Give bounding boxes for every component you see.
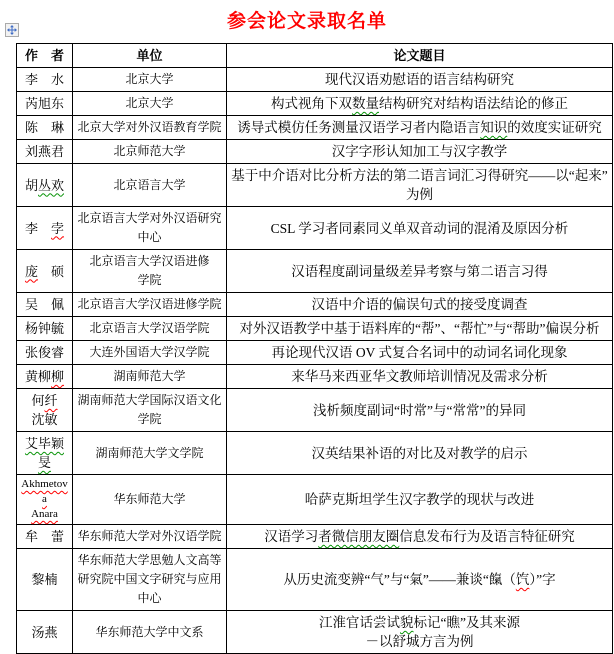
- unit-cell: 北京语言大学: [73, 164, 227, 207]
- paper-title-cell: 汉语程度副词量级差异考察与第二语言习得: [227, 250, 613, 293]
- author-cell: 黄柳柳: [17, 365, 73, 389]
- table-row: [17, 365, 613, 389]
- unit-cell: 湖南师范大学国际汉语文化 学院: [73, 389, 227, 432]
- author-cell: 张俊睿: [17, 341, 73, 365]
- paper-title-cell: 构式视角下双数量结构研究对结构语法结论的修正: [227, 92, 613, 116]
- table-row: [17, 140, 613, 164]
- table-row: [17, 432, 613, 475]
- unit-cell: 北京语言大学汉语进修学院: [73, 293, 227, 317]
- document-page: [0, 6, 614, 649]
- header-paper-title: 论文题目: [227, 44, 613, 68]
- table-row: [17, 92, 613, 116]
- author-cell: 胡丛欢: [17, 164, 73, 207]
- paper-title-cell: 汉语学习者微信朋友圈信息发布行为及语言特征研究: [227, 525, 613, 549]
- table-header-row: [17, 44, 613, 68]
- unit-cell: 华东师范大学: [73, 475, 227, 525]
- paper-title-cell: 从历史流变辨“气”与“氣”——兼谈“餼（饩）”字: [227, 549, 613, 611]
- author-cell: 李 孛: [17, 207, 73, 250]
- table-move-handle[interactable]: [5, 23, 19, 37]
- table-row: [17, 341, 613, 365]
- paper-title-cell: 诱导式模仿任务测量汉语学习者内隐语言知识的效度实证研究: [227, 116, 613, 140]
- paper-title-cell: CSL 学习者同素同义单双音动词的混淆及原因分析: [227, 207, 613, 250]
- table-row: [17, 250, 613, 293]
- paper-title-cell: 基于中介语对比分析方法的第二语言词汇习得研究——以“起来”为例: [227, 164, 613, 207]
- unit-cell: 北京大学: [73, 68, 227, 92]
- author-cell: 汤燕: [17, 611, 73, 654]
- paper-title-cell: 现代汉语劝慰语的语言结构研究: [227, 68, 613, 92]
- page-title: 参会论文录取名单: [226, 11, 387, 32]
- table-row: [17, 611, 613, 654]
- paper-title-cell: 对外汉语教学中基于语料库的“帮”、“帮忙”与“帮助”偏误分析: [227, 317, 613, 341]
- author-cell: 艾毕颖旻: [17, 432, 73, 475]
- unit-cell: 华东师范大学中文系: [73, 611, 227, 654]
- author-cell: 何纤 沈敏: [17, 389, 73, 432]
- unit-cell: 华东师范大学思勉人文高等 研究院中国文字研究与应用 中心: [73, 549, 227, 611]
- table-row: [17, 207, 613, 250]
- table-row: [17, 475, 613, 525]
- author-cell: 陈 琳: [17, 116, 73, 140]
- header-unit: 单位: [73, 44, 227, 68]
- header-author: 作 者: [17, 44, 73, 68]
- paper-title-cell: 汉英结果补语的对比及对教学的启示: [227, 432, 613, 475]
- author-cell: 杨钟毓: [17, 317, 73, 341]
- unit-cell: 大连外国语大学汉学院: [73, 341, 227, 365]
- unit-cell: 湖南师范大学文学院: [73, 432, 227, 475]
- author-cell: 黎楠: [17, 549, 73, 611]
- table-row: [17, 293, 613, 317]
- table-row: [17, 116, 613, 140]
- papers-table-body: [17, 68, 613, 654]
- table-row: [17, 549, 613, 611]
- unit-cell: 北京语言大学汉语学院: [73, 317, 227, 341]
- paper-title-cell: 浅析频度副词“时常”与“常常”的异同: [227, 389, 613, 432]
- unit-cell: 北京语言大学对外汉语研究 中心: [73, 207, 227, 250]
- author-cell: 庞 硕: [17, 250, 73, 293]
- four-way-move-arrow-icon: [7, 25, 17, 35]
- paper-title-cell: 汉语中介语的偏误句式的接受度调查: [227, 293, 613, 317]
- papers-table: [16, 43, 613, 654]
- author-cell: Akhmetova Anara: [17, 475, 73, 525]
- table-row: [17, 389, 613, 432]
- table-row: [17, 525, 613, 549]
- paper-title-cell: 江淮官话尝试貌标记“瞧”及其来源 －以舒城方言为例: [227, 611, 613, 654]
- table-row: [17, 164, 613, 207]
- unit-cell: 北京语言大学汉语进修 学院: [73, 250, 227, 293]
- author-cell: 牟 蕾: [17, 525, 73, 549]
- author-cell: 刘燕君: [17, 140, 73, 164]
- author-cell: 李 水: [17, 68, 73, 92]
- unit-cell: 湖南师范大学: [73, 365, 227, 389]
- unit-cell: 华东师范大学对外汉语学院: [73, 525, 227, 549]
- author-cell: 芮旭东: [17, 92, 73, 116]
- author-cell: 吴 佩: [17, 293, 73, 317]
- paper-title-cell: 哈萨克斯坦学生汉字教学的现状与改进: [227, 475, 613, 525]
- table-row: [17, 317, 613, 341]
- paper-title-cell: 来华马来西亚华文教师培训情况及需求分析: [227, 365, 613, 389]
- paper-title-cell: 汉字字形认知加工与汉字教学: [227, 140, 613, 164]
- unit-cell: 北京师范大学: [73, 140, 227, 164]
- paper-title-cell: 再论现代汉语 OV 式复合名词中的动词名词化现象: [227, 341, 613, 365]
- unit-cell: 北京大学: [73, 92, 227, 116]
- unit-cell: 北京大学对外汉语教育学院: [73, 116, 227, 140]
- table-row: [17, 68, 613, 92]
